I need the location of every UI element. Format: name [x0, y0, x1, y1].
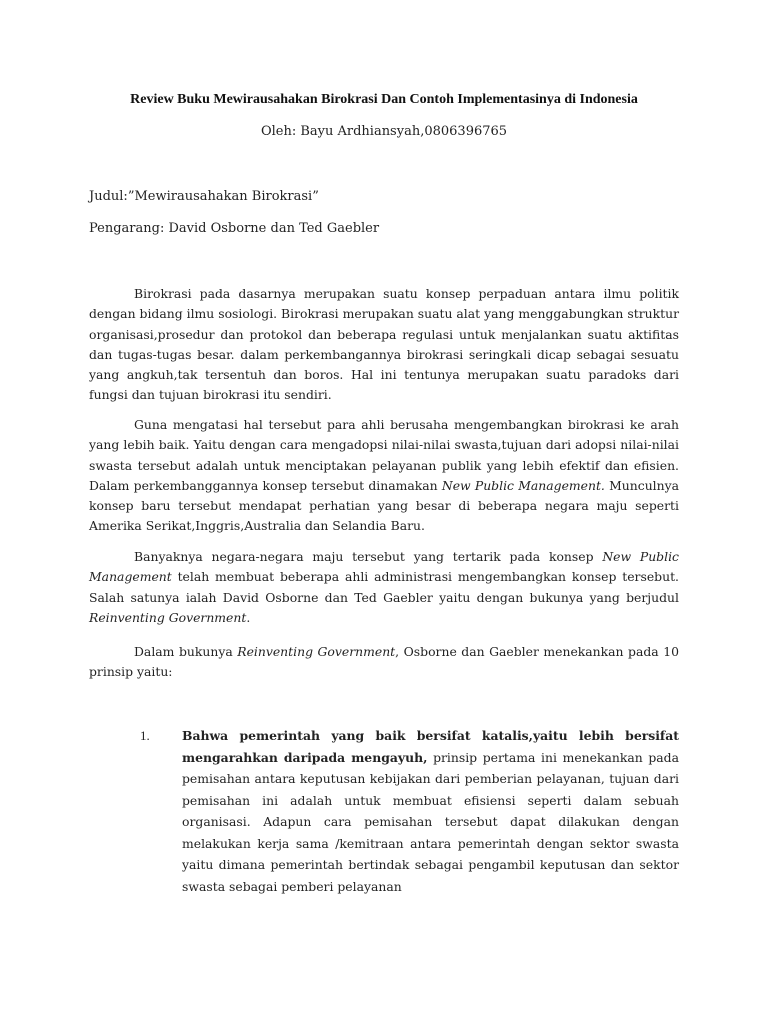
book-author-line: Pengarang: David Osborne dan Ted Gaebler [89, 221, 380, 236]
paragraph-1 [89, 284, 679, 406]
author-line: Oleh: Bayu Ardhiansyah,0806396765 [260, 124, 508, 139]
principle-list-item [140, 725, 679, 897]
paragraph-3-text-c: . [246, 609, 251, 625]
paragraph-3-book-title: Reinventing Government [89, 609, 247, 625]
paragraph-3-text-a: Banyaknya negara-negara maju tersebut yang tertarik pada konsep [134, 549, 603, 564]
paragraph-4 [89, 642, 679, 683]
paragraph-2-term: New Public Management. [441, 477, 605, 493]
paragraph-3 [89, 547, 679, 628]
paragraph-3-term: New Public Management [89, 549, 679, 585]
list-item-number: 1. [140, 728, 150, 743]
paragraph-2 [89, 415, 679, 537]
list-item-body [182, 725, 679, 897]
list-item-heading: Bahwa pemerintah yang baik bersifat katalis,yaitu lebih bersifat mengarahkan daripada mengayuh, [182, 728, 679, 765]
paragraph-3-text-b: telah membuat beberapa ahli administrasi mengembangkan konsep tersebut. Salah satunya ialah David Osborne dan Ted Gaebler yaitu dengan bukunya yang berjudul [89, 569, 679, 605]
book-title-line: Judul:”Mewirausahakan Birokrasi” [89, 189, 319, 204]
paragraph-4-book-title: Reinventing Government [237, 644, 396, 659]
paragraph-2-text-a: Guna mengatasi hal tersebut para ahli berusaha mengembangkan birokrasi ke arah yang lebih baik. Yaitu dengan cara mengadopsi nilai-nilai swasta,tujuan dari adopsi nilai-nilai swasta tersebut adalah untuk menciptakan pelayanan publik yang lebih efektif dan efisien. Dalam perkembanggannya konsep tersebut dinamakan [89, 417, 679, 493]
list-item-text: prinsip pertama ini menekankan pada pemisahan antara keputusan kebijakan dari pemberian pelayanan, tujuan dari pemisahan ini adalah untuk membuat efisiensi seperti dalam sebuah organisasi. Adapun cara pemisahan tersebut dapat dilakukan dengan melakukan kerja sama /kemitraan antara pemerintah dengan sektor swasta yaitu dimana pemerintah bertindak sebagai pengambil keputusan dan sektor swasta sebagai pemberi pelayanan [182, 749, 679, 894]
paragraph-1-text: Birokrasi pada dasarnya merupakan suatu konsep perpaduan antara ilmu politik dengan bidang ilmu sosiologi. Birokrasi merupakan suatu alat yang menggabungkan struktur organisasi,prosedur dan protokol dan beberapa regulasi untuk menjalankan suatu aktifitas dan tugas-tugas besar. dalam perkembangannya birokrasi seringkali dicap sebagai sesuatu yang angkuh,tak tersentuh dan boros. Hal ini tentunya merupakan suatu paradoks dari fungsi dan tujuan birokrasi itu sendiri. [89, 286, 679, 403]
paragraph-4-text-b: , Osborne dan Gaebler menekankan pada 10 prinsip yaitu: [89, 644, 679, 680]
document-title: Review Buku Mewirausahakan Birokrasi Dan Contoh Implementasinya di Indonesia [130, 92, 638, 107]
paragraph-2-text-b: Munculnya konsep baru tersebut mendapat perhatian yang besar di beberapa negara maju seperti Amerika Serikat,Inggris,Australia dan Selandia Baru. [89, 477, 680, 534]
paragraph-4-text-a: Dalam bukunya [134, 644, 238, 659]
